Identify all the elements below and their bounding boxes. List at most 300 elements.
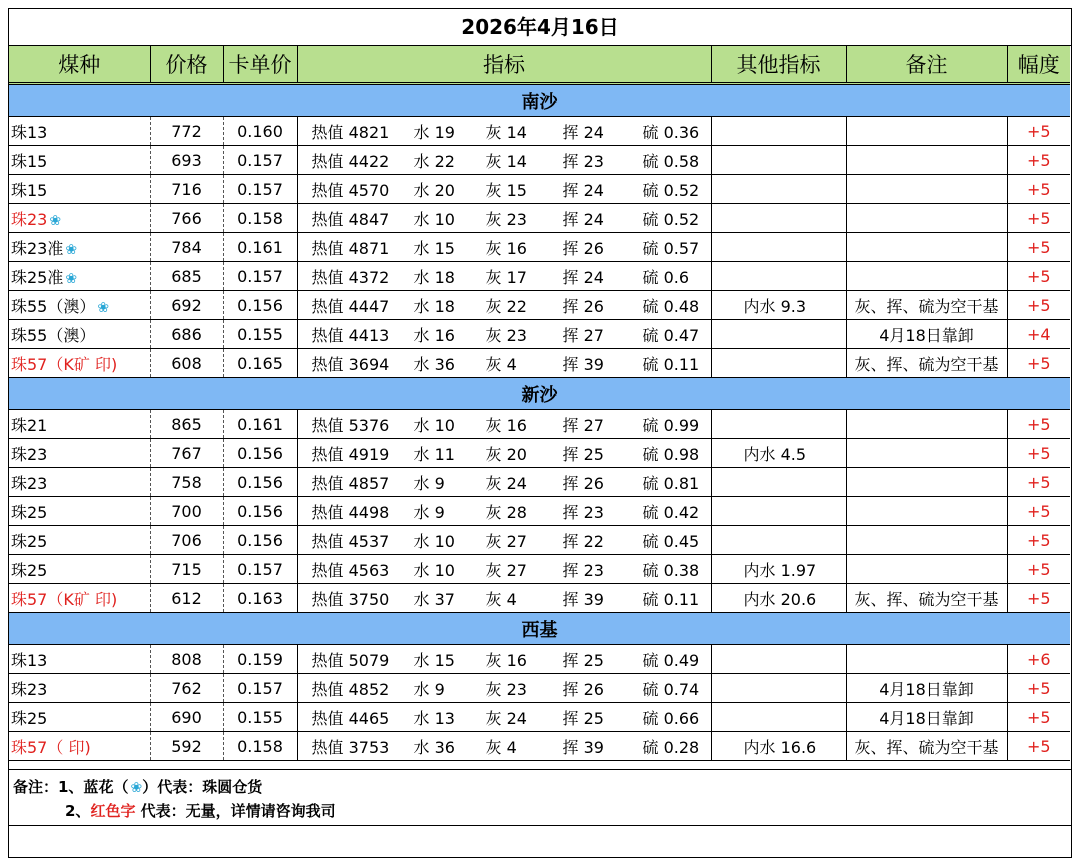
remark-cell <box>846 439 1007 468</box>
blue-flower-icon: ❀ <box>49 212 62 229</box>
price-cell: 685 <box>150 262 223 291</box>
other-indicator-cell: 内水 20.6 <box>711 584 846 613</box>
coal-type-label: 珠13 <box>11 122 48 142</box>
calorific-value: 热值 4413 <box>311 325 390 345</box>
moisture: 水 13 <box>413 708 455 728</box>
price-cell: 767 <box>150 439 223 468</box>
coal-type-cell <box>9 645 150 674</box>
price-cell: 700 <box>150 497 223 526</box>
ash: 灰 15 <box>485 180 527 200</box>
table-row <box>9 204 1070 233</box>
indicators-cell <box>297 175 711 204</box>
sulfur: 硫 0.11 <box>642 354 700 374</box>
coal-type-label: 珠21 <box>11 415 48 435</box>
coal-type-label: 珠23 <box>11 209 48 229</box>
calorific-value: 热值 4537 <box>311 531 390 551</box>
header-change: 幅度 <box>1007 46 1070 84</box>
sulfur: 硫 0.99 <box>642 415 700 435</box>
indicators-cell <box>297 555 711 584</box>
remark-cell: 4月18日靠卸 <box>846 320 1007 349</box>
moisture: 水 10 <box>413 531 455 551</box>
calorific-value: 热值 4857 <box>311 473 390 493</box>
calorific-value: 热值 4847 <box>311 209 390 229</box>
header-coal-type: 煤种 <box>9 46 150 84</box>
moisture: 水 18 <box>413 267 455 287</box>
moisture: 水 18 <box>413 296 455 316</box>
unit-price-cell: 0.158 <box>223 204 297 233</box>
change-cell: +5 <box>1007 410 1070 439</box>
moisture: 水 9 <box>413 502 445 522</box>
unit-price-cell: 0.161 <box>223 233 297 262</box>
sulfur: 硫 0.6 <box>642 267 690 287</box>
remark-cell <box>846 497 1007 526</box>
blank-footer-row <box>9 824 1071 857</box>
other-indicator-cell <box>711 262 846 291</box>
coal-type-label: 珠55（澳） <box>11 325 96 345</box>
price-cell: 716 <box>150 175 223 204</box>
other-indicator-cell <box>711 146 846 175</box>
indicators-cell <box>297 584 711 613</box>
unit-price-cell: 0.160 <box>223 117 297 146</box>
unit-price-cell: 0.156 <box>223 439 297 468</box>
indicators-cell <box>297 526 711 555</box>
other-indicator-cell <box>711 233 846 262</box>
volatile: 挥 22 <box>562 531 604 551</box>
other-indicator-cell <box>711 349 846 378</box>
change-cell: +5 <box>1007 703 1070 732</box>
calorific-value: 热值 5079 <box>311 650 390 670</box>
ash: 灰 23 <box>485 209 527 229</box>
remark-cell <box>846 645 1007 674</box>
moisture: 水 19 <box>413 122 455 142</box>
calorific-value: 热值 4422 <box>311 151 390 171</box>
moisture: 水 9 <box>413 473 445 493</box>
indicators-cell <box>297 497 711 526</box>
section-name: 新沙 <box>9 378 1070 410</box>
volatile: 挥 39 <box>562 589 604 609</box>
ash: 灰 27 <box>485 560 527 580</box>
ash: 灰 17 <box>485 267 527 287</box>
table-row <box>9 320 1070 349</box>
coal-type-cell <box>9 349 150 378</box>
unit-price-cell: 0.157 <box>223 146 297 175</box>
table-row <box>9 146 1070 175</box>
calorific-value: 热值 3694 <box>311 354 390 374</box>
table-row <box>9 349 1070 378</box>
coal-type-cell <box>9 175 150 204</box>
moisture: 水 16 <box>413 325 455 345</box>
price-cell: 612 <box>150 584 223 613</box>
coal-type-cell <box>9 674 150 703</box>
coal-type-label: 珠23 <box>11 473 48 493</box>
change-cell: +5 <box>1007 117 1070 146</box>
indicators-cell <box>297 262 711 291</box>
blue-flower-icon: ❀ <box>97 299 110 316</box>
coal-type-cell <box>9 117 150 146</box>
other-indicator-cell <box>711 497 846 526</box>
coal-type-label: 珠25准 <box>11 267 64 287</box>
coal-type-label: 珠25 <box>11 502 48 522</box>
calorific-value: 热值 4372 <box>311 267 390 287</box>
note-line-1 <box>13 776 262 797</box>
change-cell: +5 <box>1007 526 1070 555</box>
remark-cell <box>846 233 1007 262</box>
calorific-value: 热值 4465 <box>311 708 390 728</box>
coal-type-cell <box>9 732 150 761</box>
unit-price-cell: 0.157 <box>223 674 297 703</box>
indicators-cell <box>297 439 711 468</box>
coal-type-label: 珠15 <box>11 180 48 200</box>
ash: 灰 16 <box>485 415 527 435</box>
other-indicator-cell <box>711 175 846 204</box>
coal-type-label: 珠23 <box>11 679 48 699</box>
change-cell: +6 <box>1007 645 1070 674</box>
other-indicator-cell <box>711 703 846 732</box>
coal-type-label: 珠25 <box>11 531 48 551</box>
coal-type-label: 珠25 <box>11 708 48 728</box>
volatile: 挥 26 <box>562 473 604 493</box>
remark-cell <box>846 204 1007 233</box>
section-row <box>9 613 1070 645</box>
unit-price-cell: 0.156 <box>223 291 297 320</box>
unit-price-cell: 0.156 <box>223 497 297 526</box>
volatile: 挥 27 <box>562 325 604 345</box>
sulfur: 硫 0.52 <box>642 209 700 229</box>
unit-price-cell: 0.161 <box>223 410 297 439</box>
moisture: 水 20 <box>413 180 455 200</box>
sulfur: 硫 0.42 <box>642 502 700 522</box>
sulfur: 硫 0.11 <box>642 589 700 609</box>
price-cell: 592 <box>150 732 223 761</box>
other-indicator-cell: 内水 16.6 <box>711 732 846 761</box>
table-row <box>9 233 1070 262</box>
remark-cell: 灰、挥、硫为空干基 <box>846 584 1007 613</box>
coal-type-cell <box>9 410 150 439</box>
coal-type-label: 珠57（ 印) <box>11 737 91 757</box>
other-indicator-cell <box>711 117 846 146</box>
volatile: 挥 24 <box>562 180 604 200</box>
coal-type-cell <box>9 468 150 497</box>
table-row <box>9 584 1070 613</box>
unit-price-cell: 0.163 <box>223 584 297 613</box>
note-1-suffix: ）代表：珠圆仓货 <box>142 778 263 796</box>
ash: 灰 24 <box>485 708 527 728</box>
other-indicator-cell <box>711 320 846 349</box>
remark-cell <box>846 117 1007 146</box>
indicators-cell <box>297 204 711 233</box>
coal-type-label: 珠25 <box>11 560 48 580</box>
calorific-value: 热值 4852 <box>311 679 390 699</box>
coal-type-cell <box>9 526 150 555</box>
coal-price-table <box>9 46 1070 761</box>
table-row <box>9 410 1070 439</box>
unit-price-cell: 0.157 <box>223 555 297 584</box>
coal-type-label: 珠23准 <box>11 238 64 258</box>
remark-cell: 灰、挥、硫为空干基 <box>846 732 1007 761</box>
change-cell: +5 <box>1007 555 1070 584</box>
price-sheet <box>8 8 1072 858</box>
sulfur: 硫 0.48 <box>642 296 700 316</box>
unit-price-cell: 0.159 <box>223 645 297 674</box>
coal-type-label: 珠55（澳） <box>11 296 96 316</box>
moisture: 水 15 <box>413 650 455 670</box>
coal-type-cell <box>9 233 150 262</box>
coal-type-cell <box>9 497 150 526</box>
note-line-2 <box>65 800 336 821</box>
change-cell: +5 <box>1007 674 1070 703</box>
moisture: 水 11 <box>413 444 455 464</box>
coal-type-cell <box>9 439 150 468</box>
sulfur: 硫 0.52 <box>642 180 700 200</box>
unit-price-cell: 0.165 <box>223 349 297 378</box>
calorific-value: 热值 4919 <box>311 444 390 464</box>
coal-type-label: 珠15 <box>11 151 48 171</box>
ash: 灰 24 <box>485 473 527 493</box>
price-cell: 766 <box>150 204 223 233</box>
header-row <box>9 46 1070 84</box>
remark-cell <box>846 526 1007 555</box>
blue-flower-icon: ❀ <box>65 241 78 258</box>
other-indicator-cell <box>711 204 846 233</box>
sheet-title: 2026年4月16日 <box>9 9 1071 46</box>
header-price: 价格 <box>150 46 223 84</box>
calorific-value: 热值 3750 <box>311 589 390 609</box>
remark-cell <box>846 555 1007 584</box>
volatile: 挥 23 <box>562 502 604 522</box>
sulfur: 硫 0.58 <box>642 151 700 171</box>
ash: 灰 22 <box>485 296 527 316</box>
ash: 灰 4 <box>485 589 517 609</box>
remark-cell: 4月18日靠卸 <box>846 703 1007 732</box>
calorific-value: 热值 4871 <box>311 238 390 258</box>
moisture: 水 10 <box>413 415 455 435</box>
indicators-cell <box>297 674 711 703</box>
ash: 灰 4 <box>485 737 517 757</box>
sulfur: 硫 0.36 <box>642 122 700 142</box>
coal-type-cell <box>9 320 150 349</box>
blue-flower-icon: ❀ <box>65 270 78 287</box>
header-indicators: 指标 <box>297 46 711 84</box>
ash: 灰 14 <box>485 151 527 171</box>
price-cell: 686 <box>150 320 223 349</box>
change-cell: +5 <box>1007 468 1070 497</box>
change-cell: +5 <box>1007 497 1070 526</box>
remark-cell: 4月18日靠卸 <box>846 674 1007 703</box>
volatile: 挥 24 <box>562 267 604 287</box>
section-name: 南沙 <box>9 84 1070 117</box>
table-row <box>9 526 1070 555</box>
volatile: 挥 26 <box>562 296 604 316</box>
calorific-value: 热值 4447 <box>311 296 390 316</box>
table-row <box>9 468 1070 497</box>
unit-price-cell: 0.155 <box>223 703 297 732</box>
ash: 灰 16 <box>485 650 527 670</box>
sulfur: 硫 0.66 <box>642 708 700 728</box>
remark-cell <box>846 410 1007 439</box>
moisture: 水 36 <box>413 354 455 374</box>
moisture: 水 15 <box>413 238 455 258</box>
moisture: 水 37 <box>413 589 455 609</box>
note-2-red-text: 红色字 <box>90 802 136 820</box>
volatile: 挥 23 <box>562 151 604 171</box>
sulfur: 硫 0.38 <box>642 560 700 580</box>
other-indicator-cell <box>711 468 846 497</box>
price-cell: 693 <box>150 146 223 175</box>
indicators-cell <box>297 732 711 761</box>
sulfur: 硫 0.81 <box>642 473 700 493</box>
table-row <box>9 674 1070 703</box>
change-cell: +5 <box>1007 233 1070 262</box>
volatile: 挥 39 <box>562 354 604 374</box>
other-indicator-cell <box>711 645 846 674</box>
sulfur: 硫 0.98 <box>642 444 700 464</box>
moisture: 水 10 <box>413 209 455 229</box>
section-name: 西基 <box>9 613 1070 645</box>
indicators-cell <box>297 410 711 439</box>
unit-price-cell: 0.155 <box>223 320 297 349</box>
coal-type-cell <box>9 291 150 320</box>
ash: 灰 23 <box>485 679 527 699</box>
volatile: 挥 24 <box>562 209 604 229</box>
table-row <box>9 291 1070 320</box>
change-cell: +5 <box>1007 175 1070 204</box>
price-cell: 772 <box>150 117 223 146</box>
price-cell: 784 <box>150 233 223 262</box>
remark-cell <box>846 262 1007 291</box>
moisture: 水 10 <box>413 560 455 580</box>
ash: 灰 23 <box>485 325 527 345</box>
other-indicator-cell <box>711 674 846 703</box>
indicators-cell <box>297 468 711 497</box>
unit-price-cell: 0.158 <box>223 732 297 761</box>
volatile: 挥 25 <box>562 444 604 464</box>
table-row <box>9 732 1070 761</box>
indicators-cell <box>297 146 711 175</box>
indicators-cell <box>297 320 711 349</box>
ash: 灰 28 <box>485 502 527 522</box>
indicators-cell <box>297 117 711 146</box>
calorific-value: 热值 4563 <box>311 560 390 580</box>
price-cell: 608 <box>150 349 223 378</box>
unit-price-cell: 0.156 <box>223 526 297 555</box>
sulfur: 硫 0.74 <box>642 679 700 699</box>
table-row <box>9 555 1070 584</box>
change-cell: +5 <box>1007 291 1070 320</box>
section-row <box>9 378 1070 410</box>
indicators-cell <box>297 291 711 320</box>
volatile: 挥 25 <box>562 650 604 670</box>
volatile: 挥 25 <box>562 708 604 728</box>
change-cell: +4 <box>1007 320 1070 349</box>
coal-type-cell <box>9 703 150 732</box>
note-2-suffix: 代表：无量，详情请咨询我司 <box>135 802 336 820</box>
blue-flower-icon: ❀ <box>130 780 143 796</box>
moisture: 水 9 <box>413 679 445 699</box>
table-row <box>9 497 1070 526</box>
table-row <box>9 703 1070 732</box>
unit-price-cell: 0.157 <box>223 262 297 291</box>
sulfur: 硫 0.49 <box>642 650 700 670</box>
moisture: 水 22 <box>413 151 455 171</box>
change-cell: +5 <box>1007 584 1070 613</box>
note-2-prefix: 2、 <box>65 802 91 820</box>
price-cell: 758 <box>150 468 223 497</box>
volatile: 挥 39 <box>562 737 604 757</box>
coal-type-label: 珠57（K矿 印) <box>11 354 118 374</box>
change-cell: +5 <box>1007 732 1070 761</box>
price-cell: 692 <box>150 291 223 320</box>
indicators-cell <box>297 645 711 674</box>
indicators-cell <box>297 703 711 732</box>
section-row <box>9 84 1070 117</box>
change-cell: +5 <box>1007 146 1070 175</box>
header-other-indicators: 其他指标 <box>711 46 846 84</box>
change-cell: +5 <box>1007 262 1070 291</box>
remark-cell: 灰、挥、硫为空干基 <box>846 349 1007 378</box>
coal-type-cell <box>9 146 150 175</box>
coal-type-cell <box>9 584 150 613</box>
note-1-prefix: 备注：1、蓝花（ <box>13 778 129 796</box>
legend-notes <box>9 769 1071 826</box>
remark-cell <box>846 468 1007 497</box>
sulfur: 硫 0.28 <box>642 737 700 757</box>
other-indicator-cell: 内水 9.3 <box>711 291 846 320</box>
table-row <box>9 645 1070 674</box>
indicators-cell <box>297 233 711 262</box>
calorific-value: 热值 4498 <box>311 502 390 522</box>
ash: 灰 4 <box>485 354 517 374</box>
other-indicator-cell: 内水 1.97 <box>711 555 846 584</box>
table-row <box>9 439 1070 468</box>
change-cell: +5 <box>1007 439 1070 468</box>
ash: 灰 27 <box>485 531 527 551</box>
remark-cell <box>846 146 1007 175</box>
coal-type-label: 珠23 <box>11 444 48 464</box>
volatile: 挥 26 <box>562 238 604 258</box>
remark-cell: 灰、挥、硫为空干基 <box>846 291 1007 320</box>
calorific-value: 热值 4570 <box>311 180 390 200</box>
ash: 灰 14 <box>485 122 527 142</box>
volatile: 挥 23 <box>562 560 604 580</box>
other-indicator-cell <box>711 526 846 555</box>
table-row <box>9 117 1070 146</box>
price-cell: 808 <box>150 645 223 674</box>
price-cell: 762 <box>150 674 223 703</box>
calorific-value: 热值 4821 <box>311 122 390 142</box>
change-cell: +5 <box>1007 204 1070 233</box>
sulfur: 硫 0.47 <box>642 325 700 345</box>
unit-price-cell: 0.157 <box>223 175 297 204</box>
indicators-cell <box>297 349 711 378</box>
other-indicator-cell <box>711 410 846 439</box>
moisture: 水 36 <box>413 737 455 757</box>
table-row <box>9 262 1070 291</box>
price-cell: 706 <box>150 526 223 555</box>
price-cell: 715 <box>150 555 223 584</box>
coal-type-cell <box>9 204 150 233</box>
ash: 灰 16 <box>485 238 527 258</box>
volatile: 挥 24 <box>562 122 604 142</box>
change-cell: +5 <box>1007 349 1070 378</box>
other-indicator-cell: 内水 4.5 <box>711 439 846 468</box>
coal-type-cell <box>9 555 150 584</box>
price-cell: 690 <box>150 703 223 732</box>
header-remarks: 备注 <box>846 46 1007 84</box>
header-unit-price: 卡单价 <box>223 46 297 84</box>
coal-type-cell <box>9 262 150 291</box>
sulfur: 硫 0.45 <box>642 531 700 551</box>
coal-type-label: 珠57（K矿 印) <box>11 589 118 609</box>
